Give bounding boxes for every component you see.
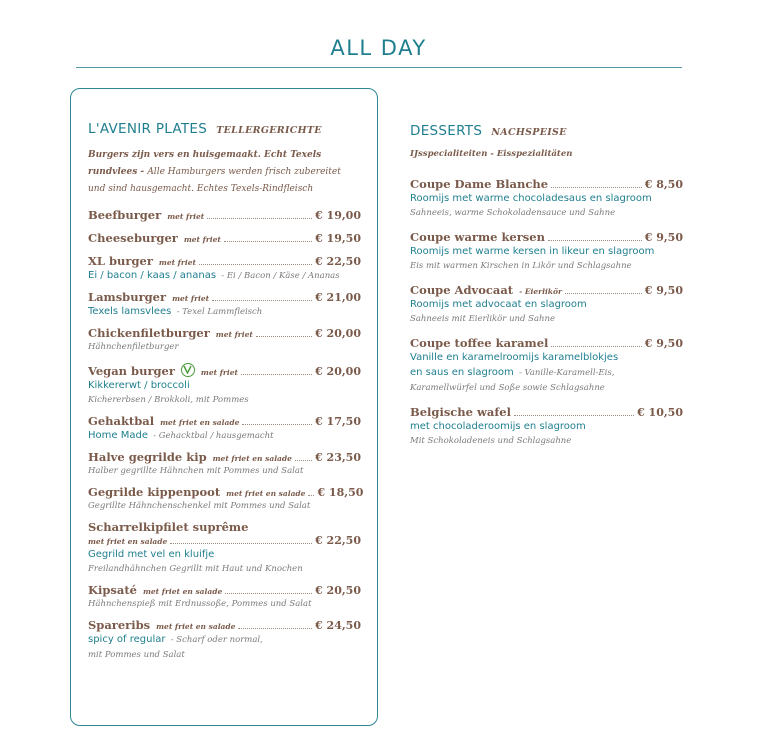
item-name: Coupe Dame Blanche: [410, 177, 549, 191]
dot-leader: [225, 593, 312, 594]
item-trans: Hähnchenfiletburger: [88, 342, 179, 352]
item-desc: met chocoladeroomijs en slagroom: [410, 421, 586, 432]
item-desc-text: Texels lamsvlees: [88, 306, 172, 317]
item-desc-trans: - Scharf oder normal,: [170, 635, 263, 645]
item-name: Gegrilde kippenpoot: [88, 485, 221, 499]
item-note: met friet: [215, 330, 253, 339]
page-title: ALL DAY: [330, 36, 427, 60]
item-desc-2-text: en saus en slagroom: [410, 367, 514, 378]
menu-item: [88, 208, 361, 222]
item-price: € 22,50: [315, 255, 361, 268]
item-desc: Roomijs met advocaat en slagroom: [410, 299, 587, 310]
item-name: Coupe warme kersen: [410, 230, 545, 244]
menu-item: [88, 618, 361, 663]
dot-leader: [241, 374, 312, 375]
menu-item: [88, 290, 361, 320]
plates-subtitle: TELLERGERICHTE: [216, 125, 322, 136]
item-desc-text: spicy of regular: [88, 634, 166, 645]
menu-item: [88, 520, 361, 577]
item-note: met friet en salade: [226, 489, 306, 498]
item-name: Coupe Advocaat: [410, 283, 514, 297]
menu-item: [88, 231, 361, 245]
item-price: € 9,50: [644, 231, 683, 244]
item-trans: Sahneeis mit Eierlikör und Sahne: [410, 314, 556, 324]
dot-leader: [224, 241, 312, 242]
item-desc: [88, 428, 361, 444]
item-desc: [88, 632, 361, 648]
item-desc-text: Home Made: [88, 430, 148, 441]
item-desc: Gegrild met vel en kluifje: [88, 549, 215, 560]
item-note: met friet: [172, 294, 210, 303]
dot-leader: [295, 460, 312, 461]
desserts-section: [410, 120, 683, 449]
menu-item: [410, 336, 683, 396]
item-name: Lamsburger: [88, 290, 167, 304]
item-name: XL burger: [88, 254, 153, 268]
item-desc-2: [410, 365, 683, 381]
item-note: met friet: [183, 235, 221, 244]
item-price: € 18,50: [317, 486, 364, 499]
desserts-title: DESSERTS: [410, 123, 483, 139]
item-note: met friet en salade: [212, 454, 292, 463]
item-trans: Hähnchenspieß mit Erdnussoße, Pommes und Salat: [88, 599, 312, 609]
menu-item: [88, 414, 361, 444]
item-price: € 21,00: [315, 291, 361, 304]
item-trans: Kichererbsen / Brokkoli, mit Pommes: [88, 395, 249, 405]
menu-item: [410, 405, 683, 449]
item-name: Vegan burger: [88, 364, 175, 378]
dot-leader: [242, 424, 312, 425]
item-note: met friet en salade: [88, 537, 168, 546]
item-price: € 9,50: [644, 337, 683, 350]
dot-leader: [199, 264, 312, 265]
dot-leader: [551, 187, 642, 188]
item-price: € 17,50: [315, 415, 361, 428]
item-trans: Eis mit warmen Kirschen in Likör und Schlagsahne: [410, 261, 632, 271]
item-note: met friet en salade: [156, 622, 236, 631]
item-price: € 24,50: [315, 619, 361, 632]
dot-leader: [238, 628, 312, 629]
item-note: met friet: [167, 212, 205, 221]
item-trans: Sahneeis, warme Schokoladensauce und Sahne: [410, 208, 616, 218]
item-name: Coupe toffee karamel: [410, 336, 549, 350]
menu-item: [88, 583, 361, 612]
item-name: Spareribs: [88, 618, 151, 632]
item-desc-trans: - Ei / Bacon / Käse / Ananas: [221, 271, 340, 281]
item-trans: mit Pommes und Salat: [88, 650, 185, 660]
menu-item: [88, 485, 364, 514]
dot-leader: [212, 300, 312, 301]
item-price: € 19,50: [315, 232, 361, 245]
item-name: Halve gegrilde kip: [88, 450, 207, 464]
item-note: met friet en salade: [160, 418, 240, 427]
dot-leader: [514, 415, 634, 416]
dot-leader: [548, 240, 642, 241]
item-desc-trans: - Texel Lammfleisch: [176, 307, 263, 317]
item-name: Chickenfiletburger: [88, 326, 210, 340]
item-desc: Vanille en karamelroomijs karamelblokjes: [410, 352, 619, 363]
item-price: € 20,00: [315, 327, 361, 340]
item-desc: [88, 268, 361, 284]
item-note: met friet: [158, 258, 196, 267]
item-price: € 9,50: [644, 284, 683, 297]
item-price: € 19,00: [315, 209, 361, 222]
dot-leader: [551, 346, 641, 347]
item-desc-2-trans: - Vanille-Karamell-Eis,: [518, 368, 615, 378]
title-divider: [76, 67, 682, 68]
item-trans: Gegrillte Hähnchenschenkel mit Pommes und Salat: [88, 501, 311, 511]
item-name: Belgische wafel: [410, 405, 511, 419]
menu-item: [88, 326, 361, 355]
item-name: Gehaktbal: [88, 414, 155, 428]
dot-leader: [565, 293, 642, 294]
item-note: met friet en salade: [142, 587, 223, 596]
item-price: € 10,50: [637, 406, 683, 419]
menu-item: [88, 450, 361, 479]
item-desc: Kikkererwt / broccoli: [88, 380, 190, 391]
item-price: € 22,50: [315, 534, 361, 547]
menu-item: [410, 230, 683, 274]
desserts-intro: IJsspecialiteiten - Eisspezialitäten: [410, 149, 573, 159]
item-name: Beefburger: [88, 208, 162, 222]
item-name: Cheeseburger: [88, 231, 178, 245]
menu-item: [410, 177, 683, 221]
dot-leader: [256, 336, 312, 337]
plates-section: [88, 118, 364, 663]
item-price: € 8,50: [644, 178, 683, 191]
dot-leader: [170, 543, 312, 544]
vegan-v-icon: [181, 363, 195, 377]
plates-intro: [88, 147, 361, 198]
item-desc: Roomijs met warme kersen in likeur en slagroom: [410, 246, 655, 257]
item-price: € 20,00: [315, 365, 361, 378]
item-note: met friet: [200, 368, 238, 377]
plates-header: [88, 118, 361, 137]
item-desc: Roomijs met warme chocoladesaus en slagroom: [410, 193, 652, 204]
item-desc-trans: - Gehacktbal / hausgemacht: [153, 431, 274, 441]
item-trans: Mit Schokoladeneis und Schlagsahne: [410, 436, 572, 446]
item-note: - Eierlikör: [519, 287, 562, 296]
item-name: Scharrelkipfilet suprême: [88, 520, 249, 534]
item-price: € 20,50: [315, 584, 361, 597]
plates-intro-nl: Burgers zijn vers en huisgemaakt. Echt Texels rundvlees -: [88, 150, 322, 177]
menu-item: [88, 254, 361, 284]
menu-item: [410, 283, 683, 327]
desserts-subtitle: NACHSPEISE: [491, 127, 567, 138]
item-price: € 23,50: [315, 451, 361, 464]
menu-item: [88, 361, 361, 408]
desserts-header: [410, 120, 683, 139]
item-desc: [88, 304, 361, 320]
dot-leader: [207, 218, 312, 219]
dot-leader: [308, 495, 314, 496]
plates-intro-de: Alle Hamburgers werden frisch zubereitet und sind hausgemacht. Echtes Texels-Rindfleisch: [88, 167, 341, 194]
item-trans: Karamellwürfel und Soße sowie Schlagsahne: [410, 383, 605, 393]
plates-title: L'AVENIR PLATES: [88, 121, 208, 137]
item-trans: Halber gegrillte Hähnchen mit Pommes und Salat: [88, 466, 304, 476]
item-trans: Freilandhähnchen Gegrillt mit Haut und Knochen: [88, 564, 303, 574]
item-name: Kipsaté: [88, 583, 137, 597]
item-desc-text: Ei / bacon / kaas / ananas: [88, 270, 217, 281]
